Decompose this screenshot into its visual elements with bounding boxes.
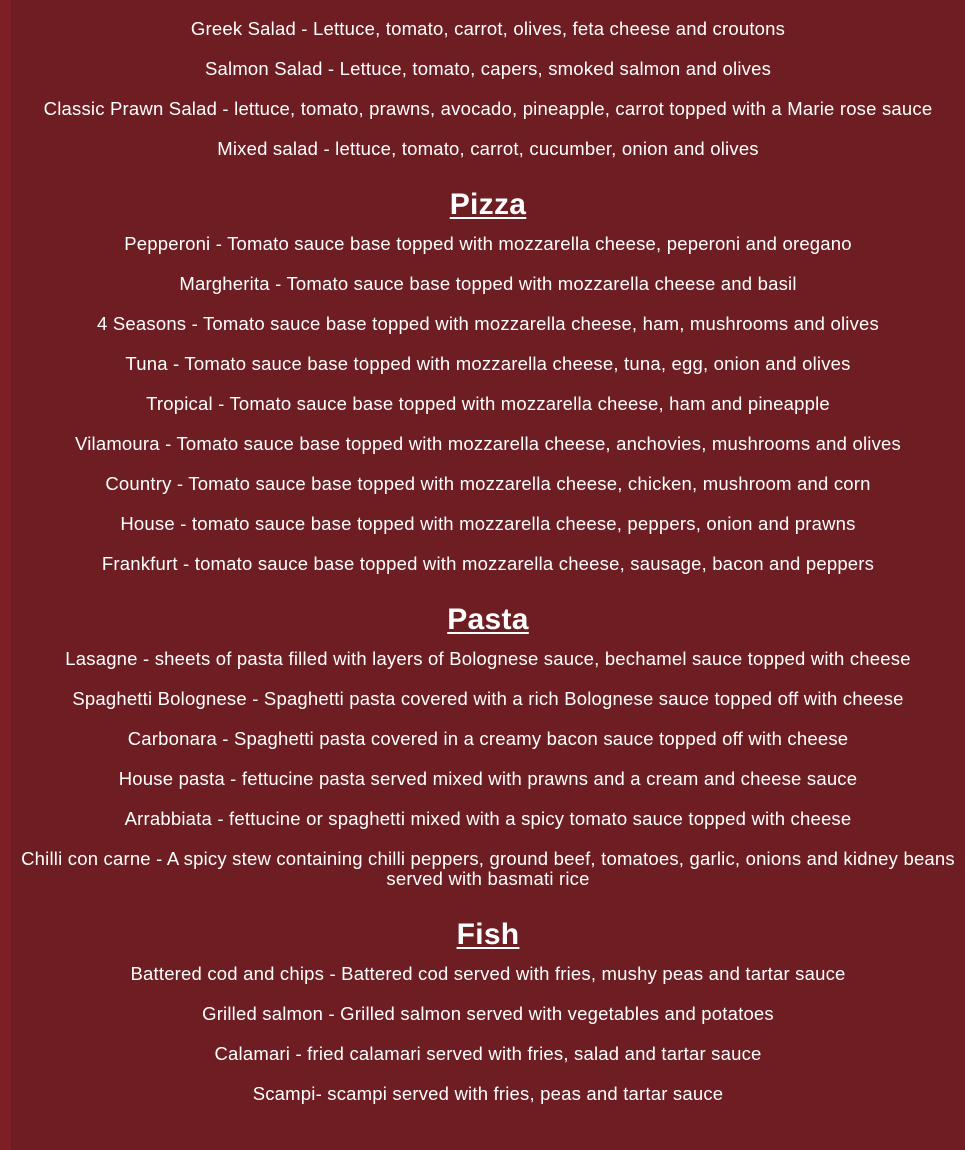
menu-item: Mixed salad - lettuce, tomato, carrot, cucumber, onion and olives [217, 138, 759, 159]
menu-item: Carbonara - Spaghetti pasta covered in a creamy bacon sauce topped off with cheese [127, 728, 849, 749]
menu-item: Battered cod and chips - Battered cod served with fries, mushy peas and tartar sauce [130, 963, 846, 984]
menu-item: Tropical - Tomato sauce base topped with mozzarella cheese, ham and pineapple [146, 393, 830, 414]
menu-item: Chilli con carne - A spicy stew containing chilli peppers, ground beef, tomatoes, garlic, onions and kidney beans served with basmati rice [21, 848, 955, 889]
menu-item: Scampi- scampi served with fries, peas and tartar sauce [252, 1083, 724, 1104]
page-edge-strip [0, 0, 11, 1150]
section-pasta [11, 604, 965, 889]
section-salads [11, 0, 965, 159]
menu-item: 4 Seasons - Tomato sauce base topped with mozzarella cheese, ham, mushrooms and olives [97, 313, 879, 334]
section-fish [11, 919, 965, 1104]
menu-item: Lasagne - sheets of pasta filled with layers of Bolognese sauce, bechamel sauce topped with cheese [65, 648, 911, 669]
menu-item: Greek Salad - Lettuce, tomato, carrot, olives, feta cheese and croutons [190, 18, 786, 39]
menu-item: Salmon Salad - Lettuce, tomato, capers, smoked salmon and olives [204, 58, 772, 79]
menu-item: Frankfurt - tomato sauce base topped with mozzarella cheese, sausage, bacon and peppers [101, 553, 875, 574]
menu-item: Classic Prawn Salad - lettuce, tomato, prawns, avocado, pineapple, carrot topped with a Marie rose sauce [43, 98, 933, 119]
menu-item: Tuna - Tomato sauce base topped with mozzarella cheese, tuna, egg, onion and olives [125, 353, 851, 374]
menu-item: Vilamoura - Tomato sauce base topped with mozzarella cheese, anchovies, mushrooms and olives [75, 433, 901, 454]
menu-item: Arrabbiata - fettucine or spaghetti mixed with a spicy tomato sauce topped with cheese [124, 808, 852, 829]
section-pizza [11, 189, 965, 574]
section-title: Pizza [449, 188, 527, 221]
menu-list [11, 0, 965, 1124]
menu-item: Country - Tomato sauce base topped with mozzarella cheese, chicken, mushroom and corn [105, 473, 871, 494]
menu-item: Margherita - Tomato sauce base topped with mozzarella cheese and basil [179, 273, 797, 294]
menu-item: Grilled salmon - Grilled salmon served with vegetables and potatoes [202, 1003, 774, 1024]
section-title: Fish [456, 918, 520, 951]
menu-item: House - tomato sauce base topped with mozzarella cheese, peppers, onion and prawns [120, 513, 856, 534]
menu-item: Pepperoni - Tomato sauce base topped with mozzarella cheese, peperoni and oregano [124, 233, 852, 254]
menu-item: House pasta - fettucine pasta served mixed with prawns and a cream and cheese sauce [118, 768, 858, 789]
section-title: Pasta [447, 603, 529, 636]
menu-item: Spaghetti Bolognese - Spaghetti pasta covered with a rich Bolognese sauce topped off with cheese [72, 688, 904, 709]
menu-item: Calamari - fried calamari served with fries, salad and tartar sauce [214, 1043, 762, 1064]
